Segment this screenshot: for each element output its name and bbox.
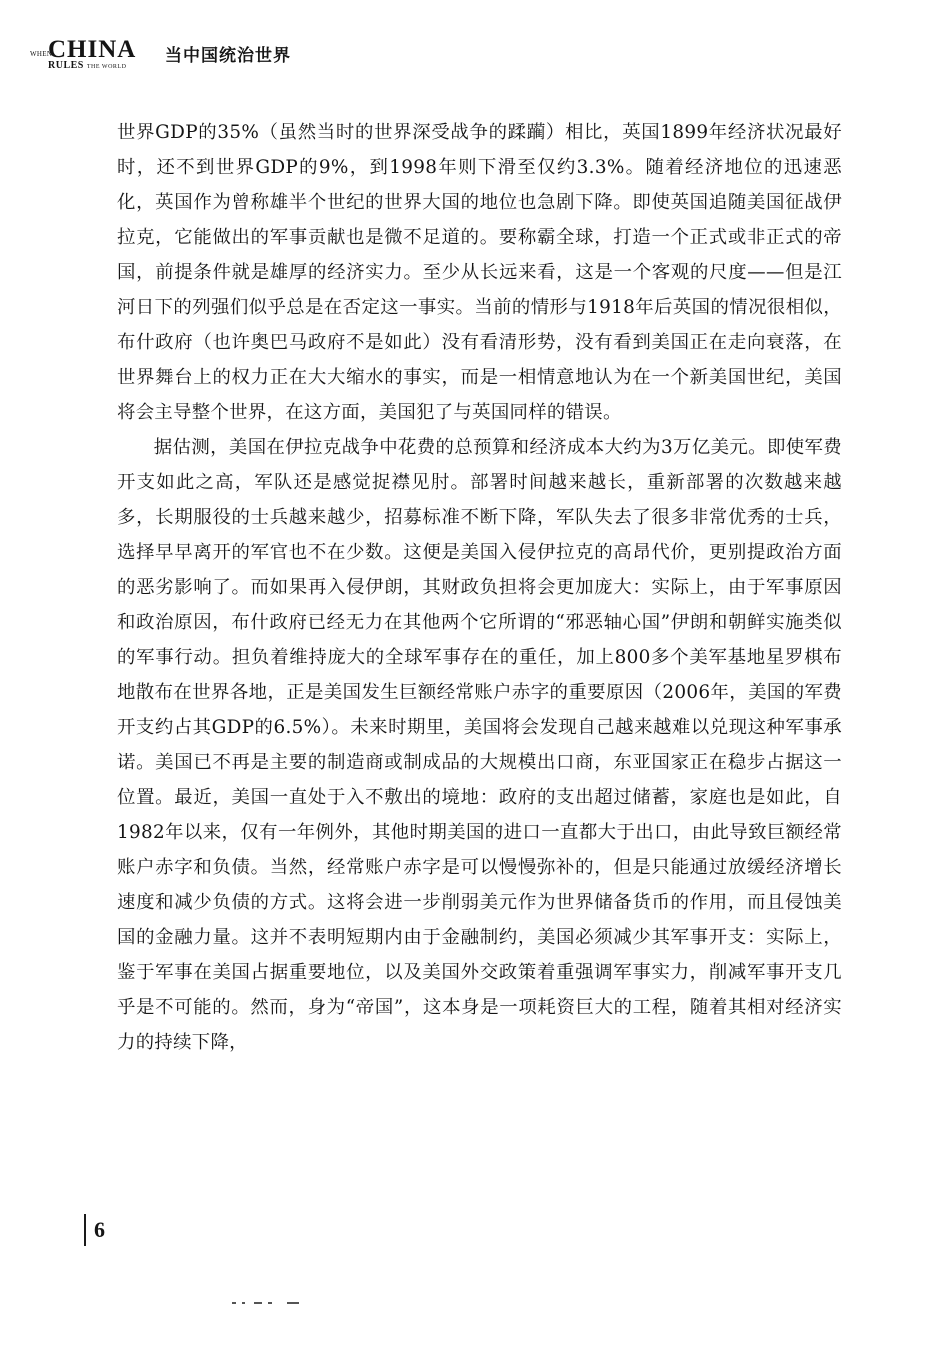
- book-logo: [30, 36, 160, 72]
- paragraph-1: 世界GDP的35%（虽然当时的世界深受战争的蹂躏）相比，英国1899年经济状况最好时，还不到世界GDP的9%，到1998年则下滑至仅约3.3%。随着经济地位的迅速恶化，英国作为曾称雄半个世纪的世界大国的地位也急剧下降。即使英国追随美国征战伊拉克，它能做出的军事贡献也是微不足道的。要称霸全球，打造一个正式或非正式的帝国，前提条件就是雄厚的经济实力。至少从长远来看，这是一个客观的尺度——但是江河日下的列强们似乎总是在否定这一事实。当前的情形与1918年后英国的情况很相似，布什政府（也许奥巴马政府不是如此）没有看清形势，没有看到美国正在走向衰落，在世界舞台上的权力正在大大缩水的事实，而是一相情意地认为在一个新美国世纪，美国将会主导整个世界，在这方面，美国犯了与英国同样的错误。: [117, 122, 842, 423]
- scan-artifact: [232, 1302, 302, 1306]
- logo-rules-line: [48, 60, 126, 71]
- page-number: 6: [84, 1214, 105, 1246]
- body-text: [117, 115, 842, 1060]
- paragraph-2: 据估测，美国在伊拉克战争中花费的总预算和经济成本大约为3万亿美元。即使军费开支如此之高，军队还是感觉捉襟见肘。部署时间越来越长，重新部署的次数越来越多，长期服役的士兵越来越少，招募标准不断下降，军队失去了很多非常优秀的士兵，选择早早离开的军官也不在少数。这便是美国入侵伊拉克的高昂代价，更别提政治方面的恶劣影响了。而如果再入侵伊朗，其财政负担将会更加庞大：实际上，由于军事原因和政治原因，布什政府已经无力在其他两个它所谓的“邪恶轴心国”伊朗和朝鲜实施类似的军事行动。担负着维持庞大的全球军事存在的重任，加上800多个美军基地星罗棋布地散布在世界各地，正是美国发生巨额经常账户赤字的重要原因（2006年，美国的军费开支约占其GDP的6.5%）。未来时期里，美国将会发现自己越来越难以兑现这种军事承诺。美国已不再是主要的制造商或制成品的大规模出口商，东亚国家正在稳步占据这一位置。最近，美国一直处于入不敷出的境地：政府的支出超过储蓄，家庭也是如此，自1982年以来，仅有一年例外，其他时期美国的进口一直都大于出口，由此导致巨额经常账户赤字和负债。当然，经常账户赤字是可以慢慢弥补的，但是只能通过放缓经济增长速度和减少负债的方式。这将会进一步削弱美元作为世界储备货币的作用，而且侵蚀美国的金融力量。这并不表明短期内由于金融制约，美国必须减少其军事开支：实际上，鉴于军事在美国占据重要地位，以及美国外交政策着重强调军事实力，削减军事开支几乎是不可能的。然而，身为“帝国”，这本身是一项耗资巨大的工程，随着其相对经济实力的持续下降，: [117, 437, 842, 1053]
- logo-rules-text: RULES: [48, 60, 84, 71]
- logo-when-text: WHEN: [30, 50, 53, 58]
- book-title: 当中国统治世界: [165, 46, 291, 66]
- logo-the-world-text: THE WORLD: [86, 64, 127, 70]
- running-header: [30, 36, 390, 76]
- logo-china-text: CHINA: [48, 36, 137, 63]
